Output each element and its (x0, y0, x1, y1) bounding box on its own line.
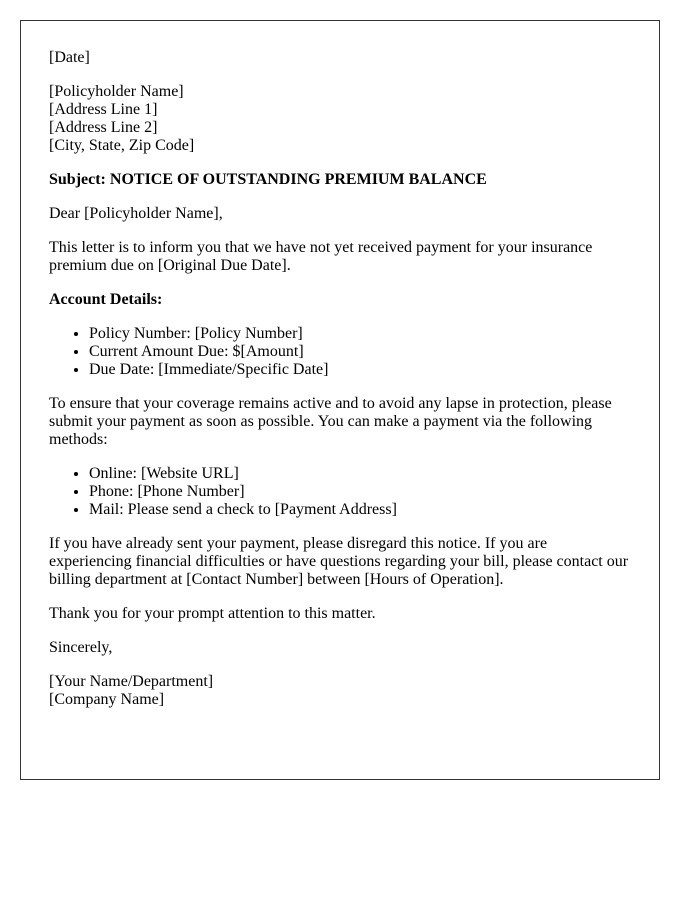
recipient-name: [Policyholder Name] (49, 83, 184, 100)
account-detail-due-date: • Due Date: [Immediate/Specific Date] (89, 361, 631, 379)
recipient-city-state-zip: [City, State, Zip Code] (49, 137, 195, 154)
recipient-address-line-2: [Address Line 2] (49, 119, 158, 136)
thanks-line: Thank you for your prompt attention to this matter. (49, 605, 376, 622)
payment-methods-list (49, 465, 631, 519)
account-detail-amount-due: • Current Amount Due: $[Amount] (89, 343, 631, 361)
recipient-address-block (49, 83, 631, 155)
recipient-address-line-1: [Address Line 1] (49, 101, 158, 118)
account-detail-policy-number: • Policy Number: [Policy Number] (89, 325, 631, 343)
account-details-heading: Account Details: (49, 291, 163, 308)
payment-method-phone: • Phone: [Phone Number] (89, 483, 631, 501)
disregard-paragraph: If you have already sent your payment, please disregard this notice. If you are experiencing financial difficulties or have questions regarding your bill, please contact our billing department at [Contact Number] between [Hours of Operation]. (49, 535, 629, 588)
salutation: Dear [Policyholder Name], (49, 205, 223, 222)
signature-block (49, 673, 631, 709)
payment-paragraph: To ensure that your coverage remains active and to avoid any lapse in protection, please submit your payment as soon as possible. You can make a payment via the following methods: (49, 395, 612, 448)
subject-text: NOTICE OF OUTSTANDING PREMIUM BALANCE (109, 171, 487, 188)
signature-company: [Company Name] (49, 691, 165, 708)
intro-paragraph: This letter is to inform you that we have not yet received payment for your insurance premium due on [Original Due Date]. (49, 239, 593, 274)
payment-method-mail: • Mail: Please send a check to [Payment Address] (89, 501, 631, 519)
account-details-list (49, 325, 631, 379)
payment-method-online: • Online: [Website URL] (89, 465, 631, 483)
signature-name-department: [Your Name/Department] (49, 673, 214, 690)
letter-date: [Date] (49, 49, 90, 66)
letter-document (20, 20, 660, 780)
subject-label: Subject: (49, 171, 106, 188)
subject-line (49, 171, 631, 189)
closing: Sincerely, (49, 639, 113, 656)
